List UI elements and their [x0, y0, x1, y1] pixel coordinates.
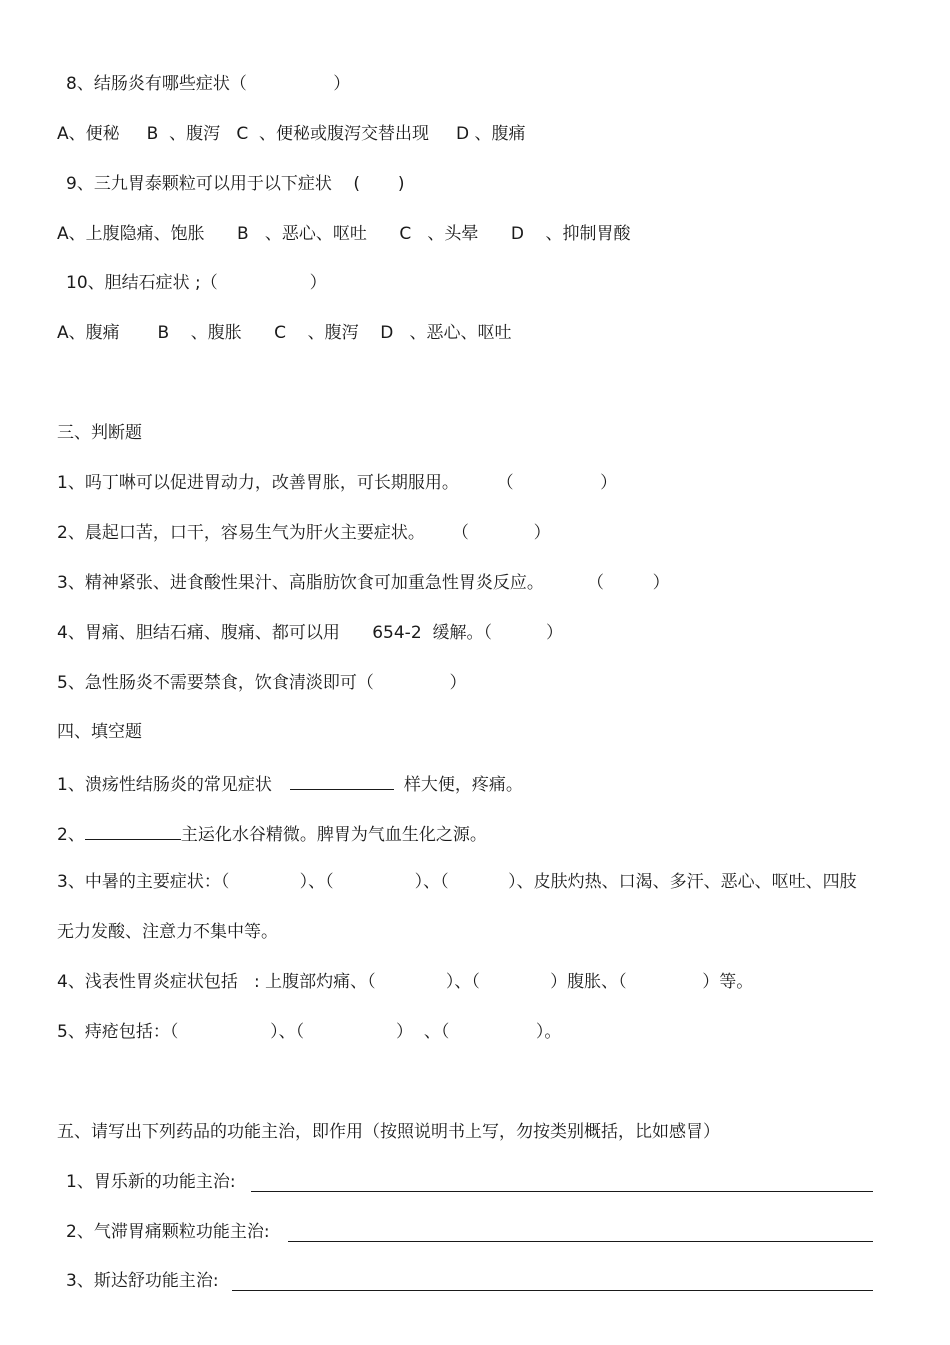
- judgment-item-3: 3、精神紧张、进食酸性果汁、高脂肪饮食可加重急性胃炎反应。 （ ）: [57, 573, 670, 593]
- fill-blank-item-3: 3、中暑的主要症状：（ ）、（ ）、（ ）、皮肤灼热、口渴、多汗、恶心、呕吐、四肢: [57, 872, 857, 892]
- question-8-options: A、便秘 B 、腹泻 C 、便秘或腹泻交替出现 D 、腹痛: [57, 124, 526, 144]
- fill-blank-item-4: 4、浅表性胃炎症状包括 : 上腹部灼痛、（ ）、（ ）腹胀、（ ）等。: [57, 972, 754, 992]
- answer-line-1[interactable]: [251, 1191, 873, 1192]
- answer-line-2[interactable]: [288, 1241, 873, 1242]
- fill-blank-heading: 四、填空题: [57, 722, 142, 742]
- question-10-options: A、腹痛 B 、腹胀 C 、腹泻 D 、恶心、呕吐: [57, 323, 512, 343]
- question-9-options: A、上腹隐痛、饱胀 B 、恶心、呕吐 C 、头晕 D 、抑制胃酸: [57, 224, 631, 244]
- fill-blank-item-5: 5、痔疮包括：（ ）、（ ） 、（ ）。: [57, 1022, 562, 1042]
- question-10: 10、胆结石症状 ;（ ）: [66, 273, 327, 293]
- blank-line[interactable]: [290, 771, 394, 790]
- fill-blank-item-2: [57, 821, 487, 846]
- question-8: 8、结肠炎有哪些症状（ ）: [66, 74, 351, 94]
- question-9: 9、三九胃泰颗粒可以用于以下症状 ( ): [66, 174, 405, 194]
- drug-item-1-label: 1、胃乐新的功能主治:: [66, 1172, 236, 1192]
- fill-blank-item-1: [57, 771, 523, 796]
- drug-functions-heading: 五、请写出下列药品的功能主治，即作用（按照说明书上写，勿按类别概括，比如感冒）: [57, 1122, 720, 1142]
- drug-item-2-label: 2、气滞胃痛颗粒功能主治:: [66, 1222, 270, 1242]
- answer-line-3[interactable]: [232, 1290, 873, 1291]
- judgment-item-2: 2、晨起口苦，口干，容易生气为肝火主要症状。 （ ）: [57, 523, 551, 543]
- fill-item-1-suffix: 样大便，疼痛。: [403, 775, 523, 795]
- drug-item-3-label: 3、斯达舒功能主治:: [66, 1271, 219, 1291]
- judgment-item-1: 1、吗丁啉可以促进胃动力，改善胃胀，可长期服用。 （ ）: [57, 473, 618, 493]
- fill-item-2-prefix: 2、: [57, 825, 85, 845]
- judgment-item-4: 4、胃痛、胆结石痛、腹痛、都可以用 654-2 缓解。（ ）: [57, 623, 563, 643]
- fill-item-1-prefix: 1、溃疡性结肠炎的常见症状: [57, 775, 272, 795]
- judgment-heading: 三、判断题: [57, 423, 142, 443]
- judgment-item-5: 5、急性肠炎不需要禁食，饮食清淡即可（ ）: [57, 673, 467, 693]
- fill-blank-item-3-cont: 无力发酸、注意力不集中等。: [57, 922, 278, 942]
- blank-line[interactable]: [85, 821, 181, 840]
- fill-item-2-suffix: 主运化水谷精微。脾胃为气血生化之源。: [180, 825, 487, 845]
